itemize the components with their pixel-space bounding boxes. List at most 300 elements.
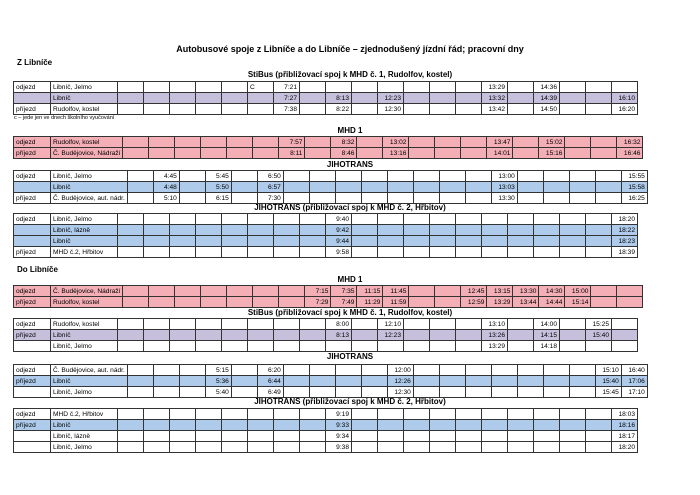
time-cell: [118, 330, 144, 341]
time-cell: [118, 319, 144, 330]
time-cell: [409, 297, 435, 308]
time-cell: 15:45: [595, 387, 621, 398]
time-cell: [560, 420, 586, 431]
time-cell: [248, 420, 274, 431]
time-cell: 8:32: [331, 137, 357, 148]
time-cell: [283, 387, 309, 398]
stop-name: Č. Budějovice, Nádraží: [51, 286, 123, 297]
time-cell: [430, 330, 456, 341]
row-type: příjezd: [14, 247, 51, 258]
time-cell: [439, 193, 465, 204]
time-cell: [378, 341, 404, 352]
time-cell: [430, 93, 456, 104]
time-cell: [231, 171, 257, 182]
time-cell: [586, 93, 612, 104]
time-cell: [309, 193, 335, 204]
time-cell: 9:42: [326, 225, 352, 236]
time-cell: [274, 214, 300, 225]
timetable-row: [14, 341, 638, 352]
time-cell: [170, 93, 196, 104]
time-cell: [378, 236, 404, 247]
time-cell: [309, 387, 335, 398]
time-cell: 18:20: [612, 214, 638, 225]
time-cell: [569, 387, 595, 398]
time-cell: [248, 104, 274, 115]
stop-name: Libníč: [51, 182, 128, 193]
time-cell: [335, 376, 361, 387]
time-cell: 15:58: [621, 182, 647, 193]
time-cell: [274, 442, 300, 453]
time-cell: [456, 420, 482, 431]
time-cell: [612, 330, 638, 341]
time-cell: [612, 82, 638, 93]
time-cell: [465, 171, 491, 182]
block-title: StiBus (přibližovací spoj k MHD č. 1, Rudolfov, kostel): [247, 308, 453, 317]
timetable-row: [14, 247, 638, 258]
time-cell: [118, 93, 144, 104]
time-cell: [196, 93, 222, 104]
time-cell: [123, 137, 149, 148]
time-cell: [231, 193, 257, 204]
time-cell: [569, 376, 595, 387]
time-cell: 12:59: [461, 297, 487, 308]
time-cell: [201, 148, 227, 159]
time-cell: 12:23: [378, 93, 404, 104]
time-cell: [361, 193, 387, 204]
time-cell: [227, 297, 253, 308]
time-cell: [465, 387, 491, 398]
time-cell: [404, 82, 430, 93]
time-cell: [118, 236, 144, 247]
time-cell: [361, 376, 387, 387]
time-cell: [595, 182, 621, 193]
time-cell: [569, 171, 595, 182]
time-cell: [461, 148, 487, 159]
row-type: příjezd: [14, 376, 51, 387]
time-cell: [560, 431, 586, 442]
time-cell: [170, 247, 196, 258]
time-cell: [283, 171, 309, 182]
time-cell: [123, 286, 149, 297]
time-cell: [560, 225, 586, 236]
time-cell: [612, 341, 638, 352]
time-cell: [352, 236, 378, 247]
time-cell: [352, 442, 378, 453]
time-cell: [283, 376, 309, 387]
time-cell: 15:14: [565, 297, 591, 308]
time-cell: [170, 319, 196, 330]
time-cell: 15:55: [621, 171, 647, 182]
time-cell: [595, 193, 621, 204]
time-cell: [409, 137, 435, 148]
row-type: příjezd: [14, 148, 51, 159]
time-cell: [456, 442, 482, 453]
time-cell: 5:50: [205, 182, 231, 193]
time-cell: [517, 171, 543, 182]
time-cell: [300, 82, 326, 93]
row-type: odjezd: [14, 409, 51, 420]
time-cell: 14:00: [534, 319, 560, 330]
time-cell: [201, 137, 227, 148]
time-cell: [404, 225, 430, 236]
time-cell: [456, 82, 482, 93]
time-cell: 8:22: [326, 104, 352, 115]
time-cell: [430, 431, 456, 442]
time-cell: 12:30: [387, 387, 413, 398]
time-cell: 7:57: [279, 137, 305, 148]
time-cell: [560, 319, 586, 330]
time-cell: [404, 409, 430, 420]
time-cell: [387, 182, 413, 193]
time-cell: [508, 214, 534, 225]
time-cell: [196, 420, 222, 431]
time-cell: [196, 341, 222, 352]
time-cell: 18:23: [612, 236, 638, 247]
time-cell: [586, 236, 612, 247]
time-cell: [227, 148, 253, 159]
time-cell: [534, 431, 560, 442]
time-cell: [274, 431, 300, 442]
time-cell: [144, 236, 170, 247]
time-cell: [144, 409, 170, 420]
row-type: odjezd: [14, 171, 51, 182]
section-from-heading: Z Libníče: [17, 58, 53, 67]
time-cell: [586, 442, 612, 453]
time-cell: [378, 442, 404, 453]
time-cell: [309, 182, 335, 193]
timetable: [13, 285, 643, 308]
time-cell: [586, 431, 612, 442]
time-cell: [409, 148, 435, 159]
time-cell: [361, 171, 387, 182]
time-cell: [617, 286, 643, 297]
time-cell: [586, 420, 612, 431]
time-cell: [569, 193, 595, 204]
stop-name: Č. Budějovice, Nádraží: [51, 148, 123, 159]
time-cell: [248, 409, 274, 420]
time-cell: [352, 341, 378, 352]
time-cell: 8:13: [326, 330, 352, 341]
time-cell: 13:16: [383, 148, 409, 159]
time-cell: 15:16: [539, 148, 565, 159]
time-cell: 6:57: [257, 182, 283, 193]
time-cell: [170, 420, 196, 431]
time-cell: 17:06: [621, 376, 647, 387]
time-cell: [534, 409, 560, 420]
time-cell: [326, 341, 352, 352]
row-type: příjezd: [14, 297, 51, 308]
time-cell: 13:26: [482, 330, 508, 341]
row-type: příjezd: [14, 104, 51, 115]
time-cell: [378, 409, 404, 420]
time-cell: [118, 225, 144, 236]
time-cell: [118, 247, 144, 258]
time-cell: [248, 225, 274, 236]
time-cell: [127, 193, 153, 204]
time-cell: 14:44: [539, 297, 565, 308]
time-cell: [361, 365, 387, 376]
time-cell: 7:29: [305, 297, 331, 308]
time-cell: [170, 330, 196, 341]
time-cell: [196, 247, 222, 258]
section-to-heading: Do Libníče: [17, 265, 58, 274]
time-cell: 7:15: [305, 286, 331, 297]
time-cell: [196, 330, 222, 341]
time-cell: [482, 431, 508, 442]
time-cell: 13:15: [487, 286, 513, 297]
time-cell: [222, 409, 248, 420]
time-cell: [305, 137, 331, 148]
time-cell: [413, 193, 439, 204]
time-cell: [404, 420, 430, 431]
timetable-row: [14, 182, 648, 193]
time-cell: 15:10: [595, 365, 621, 376]
time-cell: [517, 376, 543, 387]
time-cell: [274, 420, 300, 431]
time-cell: [461, 137, 487, 148]
time-cell: [170, 431, 196, 442]
time-cell: 8:00: [326, 319, 352, 330]
time-cell: [413, 387, 439, 398]
time-cell: [283, 182, 309, 193]
time-cell: 6:20: [257, 365, 283, 376]
time-cell: [144, 442, 170, 453]
time-cell: [560, 236, 586, 247]
timetable: [13, 170, 648, 204]
time-cell: 9:33: [326, 420, 352, 431]
stop-name: Libníč, lázně: [51, 225, 118, 236]
row-type: příjezd: [14, 330, 51, 341]
time-cell: [196, 214, 222, 225]
time-cell: [404, 214, 430, 225]
time-cell: [118, 442, 144, 453]
time-cell: [179, 365, 205, 376]
time-cell: [435, 297, 461, 308]
time-cell: [378, 431, 404, 442]
time-cell: [175, 137, 201, 148]
time-cell: [149, 137, 175, 148]
block-title: JIHOTRANS (přibližovací spoj k MHD č. 2, Hřbitov): [254, 397, 446, 406]
time-cell: [300, 319, 326, 330]
stop-name: MHD č.2, Hřbitov: [51, 409, 118, 420]
stop-name: Libníč, Jelmo: [51, 442, 118, 453]
timetable-row: [14, 409, 638, 420]
row-type: [14, 236, 51, 247]
time-cell: 13:02: [383, 137, 409, 148]
time-cell: [513, 137, 539, 148]
time-cell: 9:44: [326, 236, 352, 247]
time-cell: [170, 225, 196, 236]
time-cell: [127, 171, 153, 182]
time-cell: [508, 420, 534, 431]
time-cell: [179, 182, 205, 193]
time-cell: 15:00: [565, 286, 591, 297]
time-cell: 12:45: [461, 286, 487, 297]
time-cell: [279, 297, 305, 308]
time-cell: 13:29: [482, 82, 508, 93]
block-title: StiBus (přibližovací spoj k MHD č. 1, Rudolfov, kostel): [247, 70, 453, 79]
time-cell: [300, 104, 326, 115]
stop-name: Libníč, Jelmo: [51, 82, 118, 93]
time-cell: [222, 236, 248, 247]
time-cell: 18:17: [612, 431, 638, 442]
stop-name: Libníč: [51, 93, 118, 104]
time-cell: [404, 442, 430, 453]
time-cell: [560, 214, 586, 225]
time-cell: 14:36: [534, 82, 560, 93]
time-cell: [123, 297, 149, 308]
time-cell: [439, 387, 465, 398]
time-cell: [274, 341, 300, 352]
time-cell: [435, 148, 461, 159]
stop-name: Libníč, Jelmo: [51, 171, 128, 182]
time-cell: [222, 442, 248, 453]
time-cell: [196, 225, 222, 236]
stop-name: MHD č.2, Hřbitov: [51, 247, 118, 258]
time-cell: [361, 182, 387, 193]
timetable-row: [14, 104, 638, 115]
time-cell: [222, 214, 248, 225]
row-type: odjezd: [14, 214, 51, 225]
row-type: odjezd: [14, 365, 51, 376]
time-cell: [222, 104, 248, 115]
time-cell: [430, 225, 456, 236]
time-cell: [508, 236, 534, 247]
time-cell: 16:25: [621, 193, 647, 204]
time-cell: 11:29: [357, 297, 383, 308]
time-cell: [543, 365, 569, 376]
time-cell: [517, 193, 543, 204]
time-cell: [300, 341, 326, 352]
time-cell: [387, 171, 413, 182]
time-cell: [149, 297, 175, 308]
time-cell: [508, 330, 534, 341]
timetable-row: [14, 225, 638, 236]
time-cell: [591, 297, 617, 308]
time-cell: [439, 365, 465, 376]
time-cell: [253, 148, 279, 159]
timetable: [13, 136, 643, 159]
time-cell: [335, 387, 361, 398]
time-cell: [456, 431, 482, 442]
time-cell: [222, 420, 248, 431]
time-cell: [378, 247, 404, 258]
time-cell: [149, 148, 175, 159]
time-cell: [231, 365, 257, 376]
stop-name: Libníč: [51, 330, 118, 341]
time-cell: [361, 387, 387, 398]
time-cell: [352, 104, 378, 115]
time-cell: [170, 341, 196, 352]
time-cell: [617, 297, 643, 308]
time-cell: 12:23: [378, 330, 404, 341]
time-cell: [569, 365, 595, 376]
time-cell: [612, 319, 638, 330]
time-cell: [170, 104, 196, 115]
time-cell: [222, 319, 248, 330]
time-cell: [430, 442, 456, 453]
time-cell: [352, 93, 378, 104]
time-cell: 13:10: [482, 319, 508, 330]
time-cell: [482, 214, 508, 225]
time-cell: [543, 376, 569, 387]
timetable-row: [14, 171, 648, 182]
time-cell: [144, 330, 170, 341]
time-cell: 8:13: [326, 93, 352, 104]
time-cell: [491, 387, 517, 398]
time-cell: [456, 330, 482, 341]
time-cell: [534, 214, 560, 225]
time-cell: 9:34: [326, 431, 352, 442]
timetable-row: [14, 420, 638, 431]
time-cell: [326, 82, 352, 93]
time-cell: 17:10: [621, 387, 647, 398]
time-cell: [378, 214, 404, 225]
time-cell: [222, 247, 248, 258]
time-cell: [201, 297, 227, 308]
time-cell: [560, 442, 586, 453]
time-cell: [456, 409, 482, 420]
time-cell: [465, 365, 491, 376]
time-cell: [352, 330, 378, 341]
time-cell: [274, 247, 300, 258]
time-cell: [430, 214, 456, 225]
row-type: [14, 387, 51, 398]
stop-name: Rudolfov, kostel: [51, 297, 123, 308]
time-cell: [352, 247, 378, 258]
time-cell: 13:47: [487, 137, 513, 148]
time-cell: [517, 182, 543, 193]
time-cell: [149, 286, 175, 297]
timetable-row: [14, 319, 638, 330]
time-cell: [482, 236, 508, 247]
time-cell: 9:38: [326, 442, 352, 453]
time-cell: 8:11: [279, 148, 305, 159]
time-cell: [387, 193, 413, 204]
time-cell: [491, 365, 517, 376]
time-cell: 16:40: [621, 365, 647, 376]
time-cell: [482, 225, 508, 236]
time-cell: [144, 247, 170, 258]
time-cell: 13:29: [482, 341, 508, 352]
time-cell: [508, 341, 534, 352]
time-cell: 12:00: [387, 365, 413, 376]
stop-name: Rudolfov, kostel: [51, 104, 118, 115]
time-cell: [300, 431, 326, 442]
time-cell: [508, 104, 534, 115]
time-cell: [283, 365, 309, 376]
time-cell: [227, 286, 253, 297]
time-cell: [118, 420, 144, 431]
time-cell: [465, 376, 491, 387]
time-cell: [300, 330, 326, 341]
time-cell: [435, 137, 461, 148]
time-cell: [508, 409, 534, 420]
time-cell: 8:46: [331, 148, 357, 159]
time-cell: [309, 376, 335, 387]
time-cell: [560, 104, 586, 115]
time-cell: [560, 247, 586, 258]
time-cell: [175, 286, 201, 297]
time-cell: [352, 225, 378, 236]
time-cell: 4:45: [153, 171, 179, 182]
time-cell: [430, 409, 456, 420]
time-cell: [439, 171, 465, 182]
time-cell: [248, 247, 274, 258]
time-cell: [456, 104, 482, 115]
time-cell: [127, 365, 153, 376]
time-cell: [144, 319, 170, 330]
